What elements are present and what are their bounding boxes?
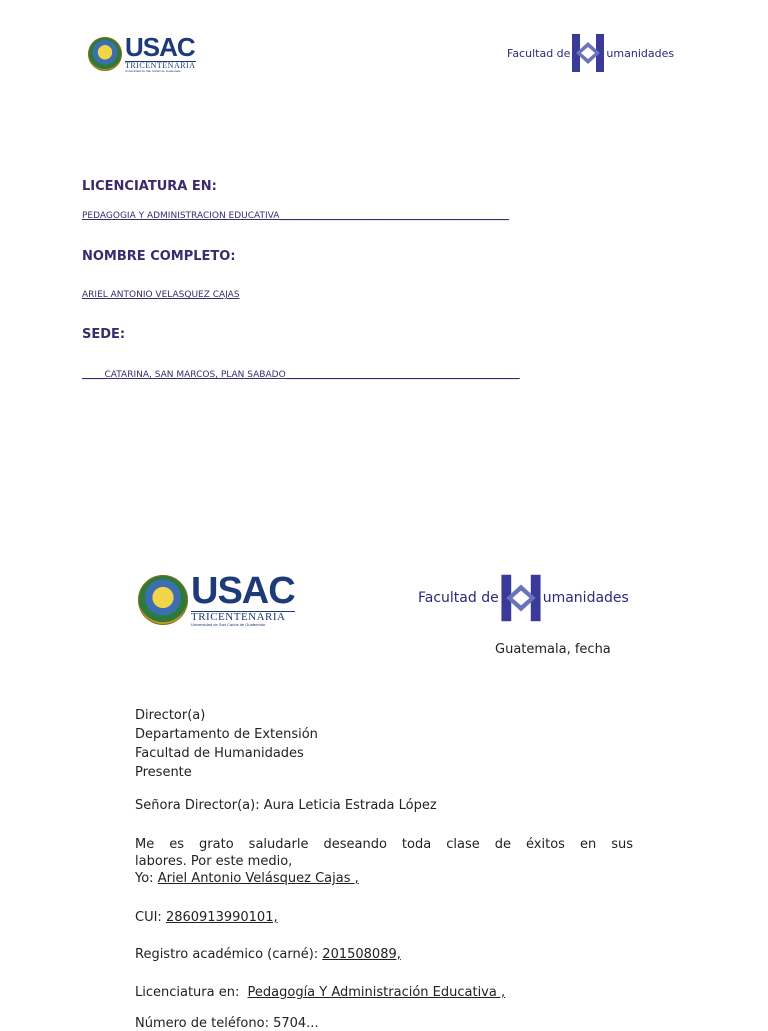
nombre-value: ARIEL ANTONIO VELASQUEZ CAJAS [82,290,240,300]
usac-logo-tagline: Universidad de San Carlos de Guatemala [125,69,181,73]
address-line: Facultad de Humanidades [135,746,304,761]
letter-address [135,706,318,782]
nombre-label: NOMBRE COMPLETO: [82,249,236,264]
lic-prefix: Licenciatura en: [135,985,240,1000]
registro-prefix: Registro académico (carné): [135,947,319,962]
usac-seal-icon [88,37,122,71]
address-line: Director(a) [135,708,206,723]
letter-licenciatura [135,985,505,1000]
yo-prefix: Yo: [135,871,154,886]
usac-logo [88,34,196,73]
yo-value: Ariel Antonio Velásquez Cajas , [157,871,359,886]
letter-usac-logo [138,572,295,627]
letter-usac-logo-title: USAC [191,570,295,612]
facultad-logo-prefix: Facultad de [507,46,571,60]
body-line-1: Me es grato saludarle deseando toda clase de éxitos en sus [135,837,633,852]
sede-value: _____CATARINA, SAN MARCOS, PLAN SABADO____________________________________________________ [82,370,520,380]
lic-value: Pedagogía Y Administración Educativa , [247,985,506,1000]
body-line-2: labores. Por este medio, [135,854,293,869]
letter-body [135,836,633,887]
letter-date: Guatemala, fecha [495,642,611,657]
letter-phone-partial: Número de teléfono: 5704... [135,1016,319,1031]
sede-label: SEDE: [82,327,126,342]
letter-salutation [135,798,437,813]
letter-facultad-logo [418,574,629,622]
cui-value: 2860913990101, [165,910,278,925]
facultad-logo-suffix: umanidades [606,46,675,60]
letter-usac-logo-subtitle: TRICENTENARIA [191,611,295,623]
registro-value: 201508089, [322,947,401,962]
facultad-logo [507,34,674,72]
salutation-name: Aura Leticia Estrada López [263,798,437,813]
address-line: Departamento de Extensión [135,727,318,742]
letter-facultad-logo-prefix: Facultad de [418,590,499,606]
letter-facultad-logo-suffix: umanidades [542,590,629,606]
letter-cui [135,910,278,925]
letter-facultad-h-icon [499,574,543,622]
usac-logo-subtitle: TRICENTENARIA [125,61,196,70]
address-line: Presente [135,765,192,780]
letter-usac-logo-tagline: Universidad de San Carlos de Guatemala [191,622,265,627]
facultad-h-icon [570,34,606,72]
salutation-prefix: Señora Director(a): [135,798,260,813]
letter-usac-seal-icon [138,575,188,625]
letter-registro [135,947,401,962]
usac-logo-title: USAC [125,32,195,62]
licenciatura-label: LICENCIATURA EN: [82,179,217,194]
licenciatura-value: PEDAGOGIA Y ADMINISTRACION EDUCATIVA___________________________________________________ [82,211,509,221]
cui-prefix: CUI: [135,910,162,925]
